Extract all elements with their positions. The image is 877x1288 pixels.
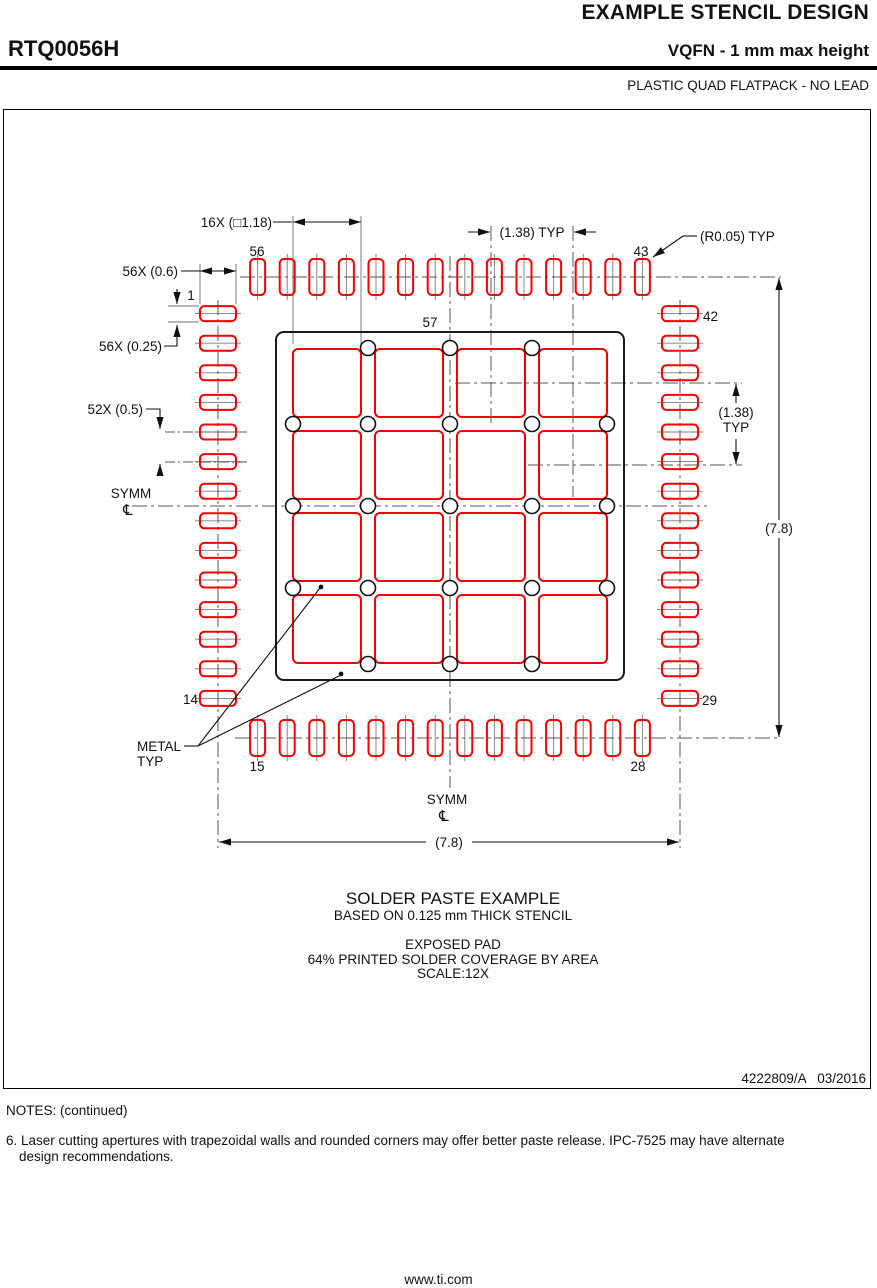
- dim-width-bottom: (7.8): [435, 835, 463, 850]
- doc-title: EXAMPLE STENCIL DESIGN: [581, 1, 869, 24]
- symm-label-bottom: SYMM: [426, 792, 468, 807]
- pin-label-43: 43: [633, 244, 649, 259]
- note-6-line-1: 6. Laser cutting apertures with trapezoidal walls and rounded corners may offer better paste release. IPC-7525 may have alternate: [6, 1133, 785, 1148]
- pin-label-42: 42: [703, 309, 719, 324]
- pin-label-28: 28: [630, 759, 646, 774]
- dim-pitch-right-typ: TYP: [722, 420, 750, 435]
- caption-subtitle: BASED ON 0.125 mm THICK STENCIL: [333, 908, 573, 923]
- caption-exposed-pad: EXPOSED PAD: [405, 937, 501, 952]
- pin-label-29: 29: [702, 693, 718, 708]
- website-url: www.ti.com: [404, 1272, 473, 1287]
- note-6-line-2: design recommendations.: [19, 1149, 174, 1164]
- pin-label-56: 56: [249, 244, 265, 259]
- pin-label-15: 15: [249, 759, 265, 774]
- pin-label-14: 14: [182, 692, 198, 707]
- dim-pitch-top: (1.38) TYP: [499, 225, 565, 240]
- metal-callout-line1: METAL: [137, 739, 182, 754]
- dim-pitch-right-value: (1.38): [718, 405, 754, 420]
- caption-coverage: 64% PRINTED SOLDER COVERAGE BY AREA: [307, 952, 599, 967]
- dim-corner-radius: (R0.05) TYP: [700, 229, 775, 244]
- dimension-annotations: [146, 222, 800, 851]
- symm-label-left: SYMM: [110, 486, 152, 501]
- centerline-symbol-bottom: ℄: [439, 807, 449, 825]
- metal-callout-line2: TYP: [137, 754, 164, 769]
- dim-pad-pitch: 52X (0.5): [87, 402, 143, 417]
- dim-width-right: (7.8): [765, 521, 793, 536]
- dim-aperture-square: 16X (□1.18): [200, 215, 272, 230]
- doc-reference: 4222809/A 03/2016: [741, 1071, 866, 1086]
- notes-heading: NOTES: (continued): [6, 1103, 128, 1118]
- caption-title: SOLDER PASTE EXAMPLE: [345, 889, 561, 908]
- centerline-symbol-left: ℄: [123, 501, 133, 519]
- pin-label-1: 1: [187, 288, 195, 303]
- part-number: RTQ0056H: [8, 36, 120, 61]
- dim-pad-length: 56X (0.6): [122, 264, 178, 279]
- dim-pad-width: 56X (0.25): [98, 339, 162, 354]
- caption-scale: SCALE:12X: [416, 966, 490, 981]
- package-line: VQFN - 1 mm max height: [667, 41, 869, 60]
- package-type: PLASTIC QUAD FLATPACK - NO LEAD: [627, 78, 869, 93]
- pin-label-57: 57: [422, 315, 438, 330]
